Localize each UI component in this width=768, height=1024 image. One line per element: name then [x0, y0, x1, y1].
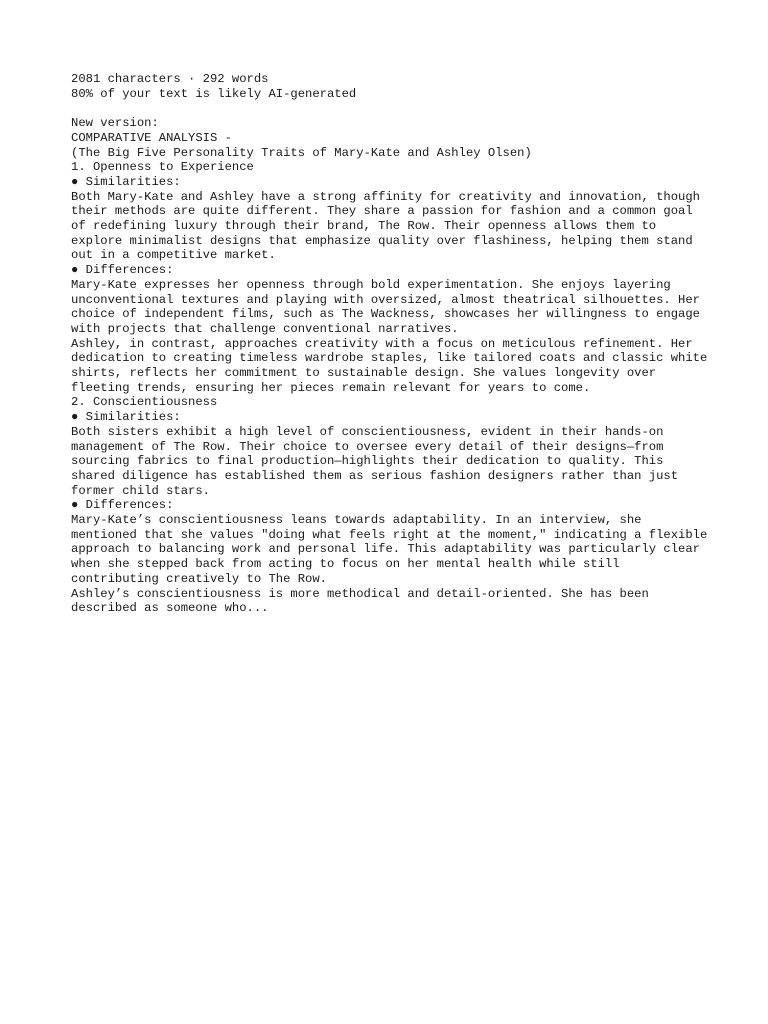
- document-title: COMPARATIVE ANALYSIS -: [71, 130, 232, 145]
- section-heading: 2. Conscientiousness: [71, 395, 218, 410]
- document-subtitle: (The Big Five Personality Traits of Mary-Kate and Ashley Olsen): [71, 145, 532, 160]
- differences-paragraph-mary-kate: Mary-Kate expresses her openness through bold experimentation. She enjoys layering unconventional textures and playing with oversized, almost theatrical silhouettes. Her choice of independent films, such as The Wackness, showcases her willingness to engage with projects that challenge conventional narratives.: [71, 277, 700, 336]
- section-openness: [71, 160, 711, 395]
- version-label: New version:: [71, 116, 159, 131]
- differences-paragraph-mary-kate: Mary-Kate’s conscientiousness leans towards adaptability. In an interview, she mentioned that she values "doing what feels right at the moment," indicating a flexible approach to balancing work and personal life. This adaptability was particularly clear when she stepped back from acting to focus on her mental health while still contributing creatively to The Row.: [71, 513, 708, 586]
- similarities-label: ● Similarities:: [71, 174, 181, 189]
- differences-label: ● Differences:: [71, 263, 174, 278]
- character-word-count: 2081 characters · 292 words: [71, 72, 269, 86]
- similarities-label: ● Similarities:: [71, 410, 181, 425]
- document-body: [71, 72, 711, 616]
- section-conscientiousness: [71, 395, 711, 616]
- ai-detection-result: 80% of your text is likely AI-generated: [71, 86, 357, 101]
- section-heading: 1. Openness to Experience: [71, 160, 254, 175]
- similarities-paragraph: Both sisters exhibit a high level of conscientiousness, evident in their hands-on management of The Row. Their choice to oversee every detail of their designs—from sourcing fabrics to final production—highlights their dedication to quality. This shared diligence has established them as serious fashion designers rather than just former child stars.: [71, 424, 679, 498]
- similarities-paragraph: Both Mary-Kate and Ashley have a strong affinity for creativity and innovation, though their methods are quite different. They share a passion for fashion and a common goal of redefining luxury through their brand, The Row. Their openness allows them to explore minimalist designs that emphasize quality over flashiness, helping them stand out in a competitive market.: [71, 189, 700, 263]
- differences-paragraph-ashley: Ashley’s conscientiousness is more methodical and detail-oriented. She has been described as someone who...: [71, 586, 649, 616]
- spacer: [71, 101, 711, 116]
- differences-paragraph-ashley: Ashley, in contrast, approaches creativity with a focus on meticulous refinement. Her dedication to creating timeless wardrobe staples, like tailored coats and classic white shirts, reflects her commitment to sustainable design. She values longevity over fleeting trends, ensuring her pieces remain relevant for years to come.: [71, 336, 708, 395]
- differences-label: ● Differences:: [71, 498, 174, 513]
